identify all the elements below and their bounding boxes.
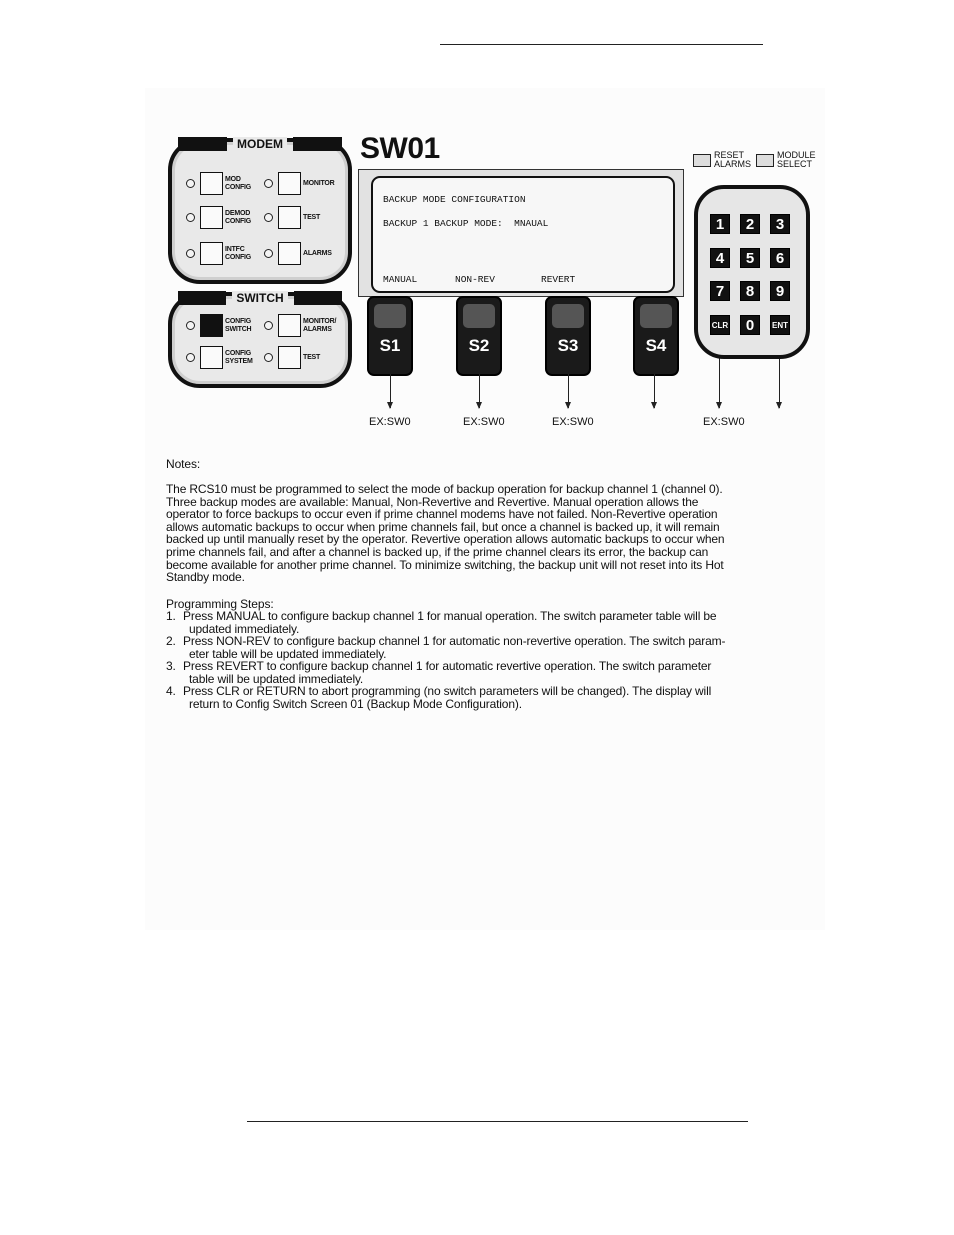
demod-config-label: DEMOD CONFIG bbox=[225, 209, 252, 225]
monitor-alarms-led bbox=[264, 321, 273, 330]
step-1-line-1: Press MANUAL to configure backup channel 1 for manual operation. The switch parameter table will be bbox=[183, 609, 717, 623]
mod-config-button[interactable] bbox=[186, 172, 251, 195]
demod-config-button[interactable] bbox=[186, 206, 251, 229]
test-button[interactable] bbox=[264, 206, 320, 229]
key-4[interactable]: 4 bbox=[710, 248, 730, 268]
steps-heading: Programming Steps: bbox=[166, 597, 274, 611]
test-led bbox=[264, 213, 273, 222]
mod-config-led bbox=[186, 179, 195, 188]
switch-panel-title: SWITCH bbox=[232, 291, 287, 305]
modem-panel-title: MODEM bbox=[233, 137, 287, 151]
intfc-config-button[interactable] bbox=[186, 242, 251, 265]
step-3-line-1: Press REVERT to configure backup channel 1 for automatic revertive operation. The switch parameter bbox=[183, 659, 712, 673]
notes-line: prime channels fail, and after a channel is backed up, if the prime channel clears its error, the backup can bbox=[166, 544, 709, 559]
module-select-label: MODULE SELECT bbox=[777, 150, 816, 169]
softkey-label-manual: MANUAL bbox=[383, 274, 418, 285]
s3-button[interactable] bbox=[545, 296, 591, 376]
key-8[interactable]: 8 bbox=[740, 281, 760, 301]
step-4-line-1: Press CLR or RETURN to abort programming (no switch parameters will be changed). The display will bbox=[183, 684, 712, 698]
softkey-label-non-rev: NON-REV bbox=[455, 274, 495, 285]
s3-target: EX:SW0 bbox=[552, 416, 594, 428]
s4-button[interactable] bbox=[633, 296, 679, 376]
key-ent[interactable]: ENT bbox=[770, 315, 790, 335]
key-clr[interactable]: CLR bbox=[710, 315, 730, 335]
lcd-display bbox=[371, 176, 675, 293]
step-4-number: 4. bbox=[166, 684, 176, 698]
switch-panel bbox=[168, 292, 352, 388]
key-6[interactable]: 6 bbox=[770, 248, 790, 268]
step-3-line-2: table will be updated immediately. bbox=[189, 671, 364, 686]
config-system-label: CONFIG SYSTEM bbox=[225, 349, 253, 365]
monitor-led bbox=[264, 179, 273, 188]
key-1[interactable]: 1 bbox=[710, 214, 730, 234]
intfc-config-label: INTFC CONFIG bbox=[225, 245, 252, 261]
key-2[interactable]: 2 bbox=[740, 214, 760, 234]
header-rule bbox=[440, 44, 763, 45]
notes-line: become available for another prime channel. To minimize switching, the backup unit will not reset into its Hot bbox=[166, 557, 724, 572]
modem-panel bbox=[168, 138, 352, 284]
alarms-led bbox=[264, 249, 273, 258]
step-4 bbox=[166, 685, 776, 711]
s1-label: S1 bbox=[379, 336, 401, 355]
step-3 bbox=[166, 660, 776, 686]
notes-paragraph bbox=[166, 483, 772, 584]
notes-line: Standby mode. bbox=[166, 570, 245, 585]
step-2 bbox=[166, 635, 776, 661]
display-bezel bbox=[358, 169, 684, 297]
reset-alarms-button[interactable] bbox=[693, 151, 751, 169]
monitor-label: MONITOR bbox=[303, 179, 335, 187]
alarms-label: ALARMS bbox=[303, 249, 332, 257]
switch-test-button[interactable] bbox=[264, 346, 320, 369]
notes-heading: Notes: bbox=[166, 457, 201, 471]
notes-line: backed up until manually reset by the operator. Revertive operation allows automatic backups to occur when bbox=[166, 532, 725, 547]
monitor-alarms-button[interactable] bbox=[264, 314, 336, 337]
s3-label: S3 bbox=[557, 336, 579, 355]
s1-target: EX:SW0 bbox=[369, 416, 411, 428]
notes-line: The RCS10 must be programmed to select the mode of backup operation for backup channel 1 (channel 0). bbox=[166, 482, 723, 496]
step-2-line-2: eter table will be updated immediately. bbox=[189, 646, 387, 661]
step-1-line-2: updated immediately. bbox=[189, 621, 300, 636]
footer-rule bbox=[247, 1121, 748, 1122]
s2-label: S2 bbox=[468, 336, 490, 355]
config-switch-led bbox=[186, 321, 195, 330]
config-system-button[interactable] bbox=[186, 346, 253, 369]
module-select-button[interactable] bbox=[756, 151, 816, 169]
step-1-number: 1. bbox=[166, 609, 176, 623]
s4-arrow bbox=[654, 374, 655, 408]
step-3-number: 3. bbox=[166, 659, 176, 673]
mod-config-label: MOD CONFIG bbox=[225, 175, 252, 191]
monitor-alarms-label: MONITOR/ ALARMS bbox=[303, 317, 337, 333]
display-line-1: BACKUP MODE CONFIGURATION bbox=[383, 194, 526, 205]
softkey-label-revert: REVERT bbox=[541, 274, 576, 285]
key-3[interactable]: 3 bbox=[770, 214, 790, 234]
step-2-number: 2. bbox=[166, 634, 176, 648]
step-1 bbox=[166, 610, 776, 636]
clr-target: EX:SW0 bbox=[703, 416, 745, 428]
test-label: TEST bbox=[303, 213, 321, 221]
screen-title: SW01 bbox=[360, 132, 440, 165]
s1-arrow bbox=[390, 374, 391, 408]
s2-arrow bbox=[479, 374, 480, 408]
config-switch-button[interactable] bbox=[186, 314, 251, 337]
modem-panel-header bbox=[172, 135, 348, 153]
notes-line: operator to force backups to occur even if prime channel modems have not failed. Non-Revertive operation bbox=[166, 507, 718, 522]
notes-line: Three backup modes are available: Manual, Non-Revertive and Revertive. Manual operation allows the bbox=[166, 494, 699, 509]
numeric-keypad bbox=[694, 185, 810, 359]
demod-config-led bbox=[186, 213, 195, 222]
monitor-button[interactable] bbox=[264, 172, 335, 195]
switch-test-led bbox=[264, 353, 273, 362]
step-4-line-2: return to Config Switch Screen 01 (Backup Mode Configuration). bbox=[189, 696, 522, 711]
switch-panel-header bbox=[172, 289, 348, 307]
config-system-led bbox=[186, 353, 195, 362]
reset-alarms-label: RESET ALARMS bbox=[714, 150, 752, 169]
s3-arrow bbox=[568, 374, 569, 408]
key-7[interactable]: 7 bbox=[710, 281, 730, 301]
step-2-line-1: Press NON-REV to configure backup channel 1 for automatic non-revertive operation. The switch param- bbox=[183, 634, 726, 648]
switch-test-label: TEST bbox=[303, 353, 321, 361]
key-9[interactable]: 9 bbox=[770, 281, 790, 301]
display-line-2: BACKUP 1 BACKUP MODE: MNAUAL bbox=[383, 218, 549, 229]
s4-label: S4 bbox=[645, 336, 667, 355]
s1-button[interactable] bbox=[367, 296, 413, 376]
key-0[interactable]: 0 bbox=[740, 315, 760, 335]
alarms-button[interactable] bbox=[264, 242, 332, 265]
intfc-config-led bbox=[186, 249, 195, 258]
s2-button[interactable] bbox=[456, 296, 502, 376]
notes-line: allows automatic backups to occur when prime channels fail, but once a channel is backed up, it will remain bbox=[166, 519, 720, 534]
config-switch-label: CONFIG SWITCH bbox=[225, 317, 252, 333]
key-5[interactable]: 5 bbox=[740, 248, 760, 268]
s2-target: EX:SW0 bbox=[463, 416, 505, 428]
